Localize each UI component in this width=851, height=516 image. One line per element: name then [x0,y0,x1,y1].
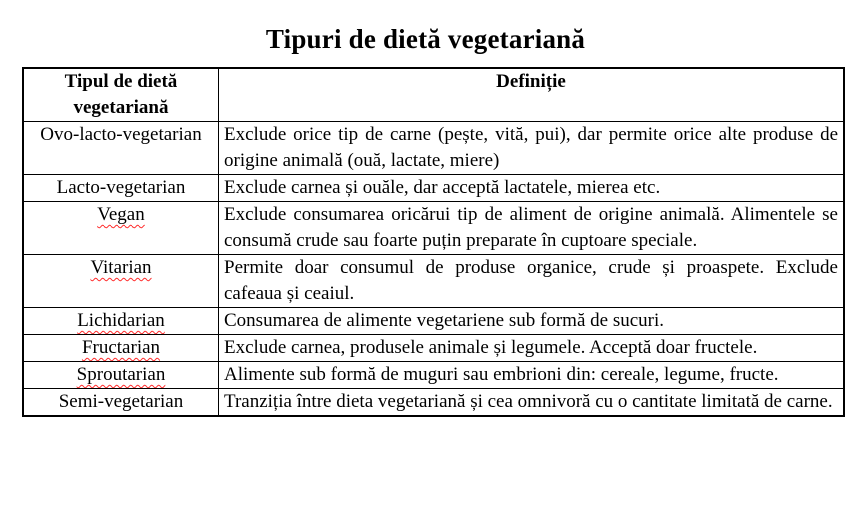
definition-cell: Exclude carnea, produsele animale și legumele. Acceptă doar fructele. [219,335,845,362]
column-header-diet-type: Tipul de dietă vegetariană [23,68,219,122]
table-row [23,202,844,255]
diet-type-label: Lichidarian [77,310,165,331]
diet-type-cell [23,175,219,202]
diet-type-cell [23,389,219,417]
diet-type-cell [23,255,219,308]
definition-cell: Alimente sub formă de muguri sau embrioni din: cereale, legume, fructe. [219,362,845,389]
table-header-row [23,68,844,122]
diet-table [22,67,845,417]
definition-cell: Consumarea de alimente vegetariene sub formă de sucuri. [219,308,845,335]
table-row [23,122,844,175]
definition-cell: Tranziția între dieta vegetariană și cea omnivoră cu o cantitate limitată de carne. [219,389,845,417]
diet-type-label: Lacto-vegetarian [56,177,186,198]
diet-type-cell [23,362,219,389]
column-header-definition: Definiție [219,68,845,122]
table-row [23,308,844,335]
diet-type-cell [23,202,219,255]
table-row [23,175,844,202]
diet-type-cell [23,335,219,362]
page-title: Tipuri de dietă vegetariană [265,24,586,54]
table-row [23,362,844,389]
definition-cell: Exclude carnea și ouăle, dar acceptă lactatele, mierea etc. [219,175,845,202]
diet-type-label: Fructarian [81,337,161,358]
table-row [23,255,844,308]
diet-type-label: Vegan [97,204,145,225]
table-row [23,389,844,417]
diet-type-label: Vitarian [90,257,152,278]
definition-cell: Exclude orice tip de carne (pește, vită, pui), dar permite orice alte produse de origine animală (ouă, lactate, miere) [219,122,845,175]
definition-cell: Exclude consumarea oricărui tip de aliment de origine animală. Alimentele se consumă crude sau foarte puțin preparate în cuptoare speciale. [219,202,845,255]
diet-type-label: Sproutarian [76,364,166,385]
table-row [23,335,844,362]
diet-type-label: Ovo-lacto-vegetarian [40,124,202,145]
diet-type-cell [23,308,219,335]
definition-cell: Permite doar consumul de produse organice, crude și proaspete. Exclude cafeaua și ceaiul. [219,255,845,308]
diet-type-cell [23,122,219,175]
diet-type-label: Semi-vegetarian [58,391,184,412]
